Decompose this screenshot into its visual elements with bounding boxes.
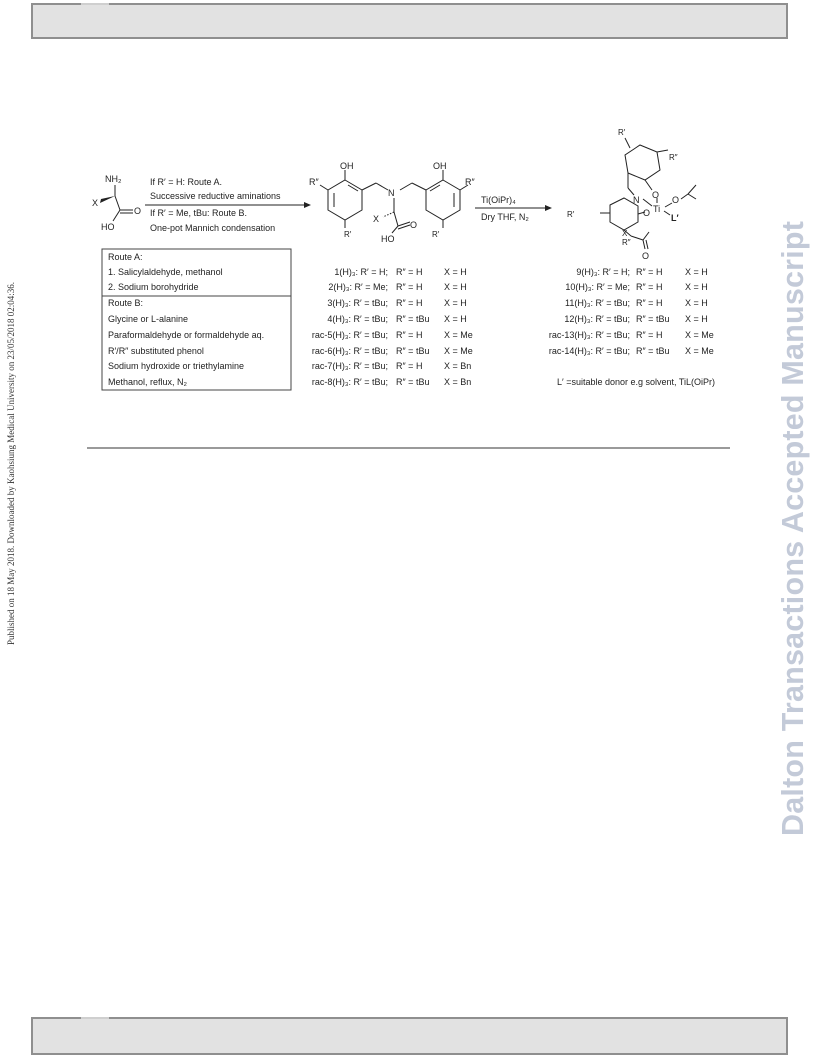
bond	[115, 196, 120, 210]
ligand-structure	[309, 161, 475, 244]
bond	[664, 211, 670, 215]
step1-condition: Successive reductive aminations	[150, 191, 281, 201]
step2-condition: Dry THF, N₂	[481, 212, 529, 222]
bond	[348, 185, 358, 191]
oh-label: OH	[433, 161, 447, 171]
ligand-footnote: L′ =suitable donor e.g solvent, TiL(OiPr)	[557, 377, 716, 387]
journal-watermark: Dalton Transactions Accepted Manuscript	[776, 220, 810, 836]
nh2-label: NH₂	[105, 174, 122, 184]
complex-r2: R″ = tBu	[636, 314, 670, 324]
r2-label: R″	[309, 177, 319, 187]
o-label: O	[410, 220, 418, 230]
arrow-head	[304, 202, 311, 208]
bond	[688, 194, 696, 199]
page-footer-bar	[31, 1017, 788, 1055]
ligand-x: X = H	[444, 282, 467, 292]
reaction-arrow-2	[475, 195, 552, 222]
ligand-table	[312, 267, 473, 387]
route-b-step: Sodium hydroxide or triethylamine	[108, 361, 245, 371]
bond	[657, 150, 668, 152]
complex-x: X = H	[685, 282, 708, 292]
amino-acid-structure	[92, 174, 141, 232]
route-b-step: Paraformaldehyde or formaldehyde aq.	[108, 330, 265, 340]
ligand-x: X = Me	[444, 330, 473, 340]
ligand-label: rac-7(H)₃: R′ = tBu;	[311, 361, 388, 371]
r1-label: R′	[618, 128, 626, 137]
ligand-label: 4(H)₃: R′ = tBu;	[327, 314, 388, 324]
r2-label: R″	[622, 238, 631, 247]
ligand-r2: R″ = tBu	[396, 346, 430, 356]
ligand-r2: R″ = tBu	[396, 377, 430, 387]
r2-label: R″	[669, 153, 678, 162]
complex-r2: R″ = H	[636, 330, 663, 340]
x-label: X	[92, 198, 99, 208]
r1-label: R′	[432, 230, 440, 239]
route-b-title: Route B:	[108, 298, 144, 308]
ligand-label: 1(H)₃: R′ = H;	[334, 267, 388, 277]
complex-r2: R″ = H	[636, 282, 663, 292]
complex-label: 9(H)₃: R′ = H;	[576, 267, 630, 277]
o-label: O	[134, 206, 142, 216]
ligand-label: 3(H)₃: R′ = tBu;	[327, 298, 388, 308]
complex-r2: R″ = H	[636, 267, 663, 277]
r2-label: R″	[465, 177, 475, 187]
bond	[643, 199, 652, 206]
conditions-box	[102, 249, 291, 390]
ligand-x: X = Bn	[444, 377, 472, 387]
phenol-ring-right	[426, 180, 460, 220]
titanium-complex-structure	[567, 128, 696, 261]
complex-label: 10(H)₃: R′ = Me;	[565, 282, 630, 292]
bond	[643, 232, 649, 240]
ligand-label: rac-6(H)₃: R′ = tBu;	[311, 346, 388, 356]
step1-condition: If R′ = Me, tBu: Route B.	[150, 208, 247, 218]
bond	[362, 183, 376, 190]
ligand-r2: R″ = H	[396, 361, 423, 371]
bond	[646, 240, 648, 249]
section-divider	[87, 447, 730, 449]
footer-notch	[81, 1017, 109, 1019]
x-label: X	[622, 229, 628, 238]
route-b-step: Methanol, reflux, N₂	[108, 377, 188, 387]
ligand-x: X = H	[444, 267, 467, 277]
complex-label: 11(H)₃: R′ = tBu;	[565, 298, 630, 308]
bond	[631, 236, 643, 240]
aryl-ring-top	[625, 145, 660, 180]
ligand-x: X = Me	[444, 346, 473, 356]
ligand-label: rac-8(H)₃: R′ = tBu;	[311, 377, 388, 387]
ligand-r2: R″ = tBu	[396, 314, 430, 324]
step2-reagent: Ti(OiPr)₄	[481, 195, 516, 205]
r1-label: R′	[567, 210, 575, 219]
bond	[628, 188, 634, 195]
l-label: L′	[671, 213, 679, 223]
complex-label: 12(H)₃: R′ = tBu;	[564, 314, 630, 324]
r1-label: R′	[344, 230, 352, 239]
route-b-step: R′/R″ substituted phenol	[108, 346, 204, 356]
complex-x: X = Me	[685, 330, 714, 340]
ligand-r2: R″ = H	[396, 267, 423, 277]
n-label: N	[633, 195, 640, 205]
ligand-x: X = H	[444, 298, 467, 308]
complex-table	[549, 267, 715, 387]
complex-label: rac-13(H)₃: R′ = tBu;	[548, 330, 630, 340]
ligand-r2: R″ = H	[396, 298, 423, 308]
arrow-head	[545, 205, 552, 211]
complex-x: X = Me	[685, 346, 714, 356]
complex-x: X = H	[685, 314, 708, 324]
o-label: O	[652, 190, 660, 200]
x-label: X	[373, 214, 380, 224]
hashed-bond	[383, 212, 394, 217]
bond	[430, 185, 440, 191]
ligand-label: 2(H)₃: R′ = Me;	[328, 282, 388, 292]
complex-r2: R″ = H	[636, 298, 663, 308]
publication-note: Published on 18 May 2018. Downloaded by Kaohsiung Medical University on 23/05/2018 02:04:36.	[6, 282, 16, 645]
ti-label: Ti	[653, 204, 661, 214]
bond	[320, 185, 328, 190]
bond	[412, 183, 426, 190]
bond	[681, 194, 688, 199]
bond	[376, 183, 388, 190]
phenol-ring-left	[328, 180, 362, 220]
step1-condition: One-pot Mannich condensation	[150, 223, 276, 233]
route-a-step: 2. Sodium borohydride	[108, 282, 199, 292]
bond	[400, 183, 412, 190]
bond	[688, 185, 696, 194]
o-label: O	[672, 195, 680, 205]
ligand-r2: R″ = H	[396, 282, 423, 292]
bond	[625, 138, 630, 148]
complex-r2: R″ = tBu	[636, 346, 670, 356]
ho-label: HO	[381, 234, 395, 244]
ligand-label: rac-5(H)₃: R′ = tBu;	[311, 330, 388, 340]
reaction-scheme	[0, 0, 816, 460]
bond	[394, 212, 398, 226]
ho-label: HO	[101, 222, 115, 232]
bond	[645, 180, 652, 190]
oh-label: OH	[340, 161, 354, 171]
route-b-step: Glycine or L-alanine	[108, 314, 189, 324]
o-label: O	[643, 208, 651, 218]
bond	[392, 226, 398, 233]
complex-x: X = H	[685, 298, 708, 308]
complex-label: rac-14(H)₃: R′ = tBu;	[548, 346, 630, 356]
bond	[643, 240, 645, 249]
route-a-title: Route A:	[108, 252, 143, 262]
o-label: O	[642, 251, 650, 261]
ligand-x: X = H	[444, 314, 467, 324]
ligand-x: X = Bn	[444, 361, 472, 371]
ligand-r2: R″ = H	[396, 330, 423, 340]
route-a-step: 1. Salicylaldehyde, methanol	[108, 267, 223, 277]
bond	[113, 210, 120, 221]
complex-x: X = H	[685, 267, 708, 277]
wedge-bond	[100, 196, 115, 203]
bond	[665, 203, 672, 207]
n-label: N	[388, 188, 395, 198]
step1-condition: If R′ = H: Route A.	[150, 177, 222, 187]
reaction-arrow-1	[145, 177, 311, 233]
